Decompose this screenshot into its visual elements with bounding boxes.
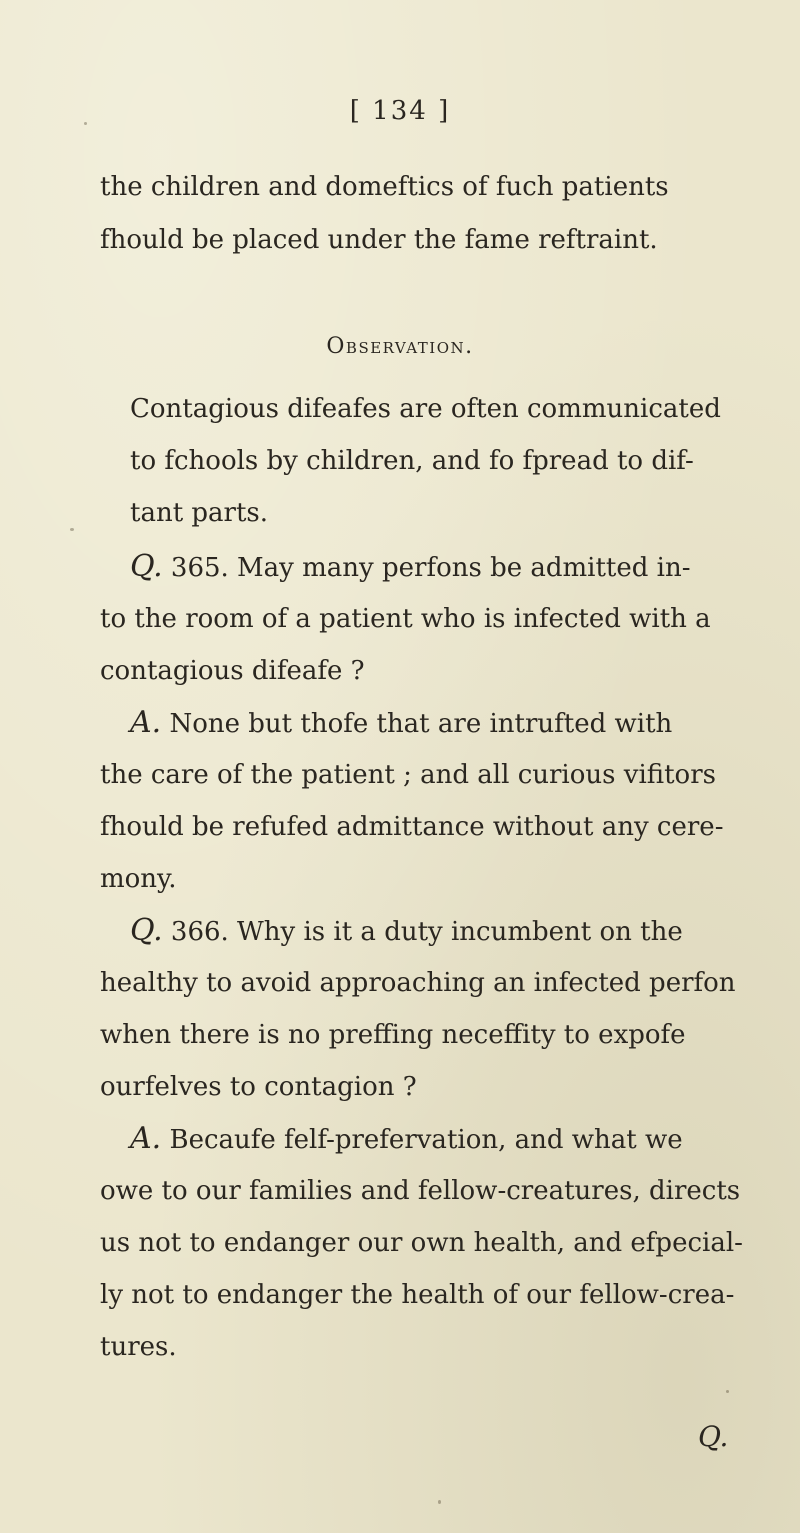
text-line: ourfelves to contagion ? [100,1072,417,1102]
paper-speck [438,1500,441,1504]
heading-text: Observation. [326,334,474,359]
text-line: tant parts. [130,498,269,528]
answer-365-first-line [130,706,672,741]
text-line: contagious difeafe ? [100,656,365,686]
answer-text: None but thofe that are intrufted with [169,709,673,739]
question-symbol: Q. [130,549,163,584]
text-line: ly not to endanger the health of our fellow-crea- [100,1280,735,1310]
paper-speck [726,1390,729,1393]
answer-text: Becaufe felf-prefervation, and what we [169,1125,683,1155]
text-line: to fchools by children, and fo fpread to dif- [130,446,694,476]
text-line: owe to our families and fellow-creatures, directs [100,1176,741,1206]
text-line: tures. [100,1332,177,1362]
question-366-first-line [130,914,683,949]
text-line: the care of the patient ; and all curious vifitors [100,760,716,790]
text-line: mony. [100,864,177,894]
question-365-first-line [130,550,691,585]
answer-symbol: A. [130,1121,162,1156]
text-line: fhould be placed under the fame reftraint. [100,225,658,255]
text-line: us not to endanger our own health, and efpecial- [100,1228,743,1258]
text-line: when there is no preffing neceffity to expofe [100,1020,686,1050]
text-line: to the room of a patient who is infected with a [100,604,711,634]
answer-366-first-line [130,1122,683,1157]
page-number-header: [ 134 ] [349,96,451,126]
text-line: fhould be refufed admittance without any cere- [100,812,724,842]
question-text: 366. Why is it a duty incumbent on the [170,917,683,947]
text-line: Contagious difeafes are often communicated [130,394,721,424]
text-line: the children and domeftics of fuch patients [100,172,669,202]
paper-speck [84,122,87,125]
question-symbol: Q. [130,913,163,948]
paper-speck [70,528,74,531]
question-text: 365. May many perfons be admitted in- [170,553,691,583]
text-line: healthy to avoid approaching an infected perfon [100,968,736,998]
answer-symbol: A. [130,705,162,740]
catchword: Q. [698,1420,729,1453]
section-heading [0,334,800,359]
